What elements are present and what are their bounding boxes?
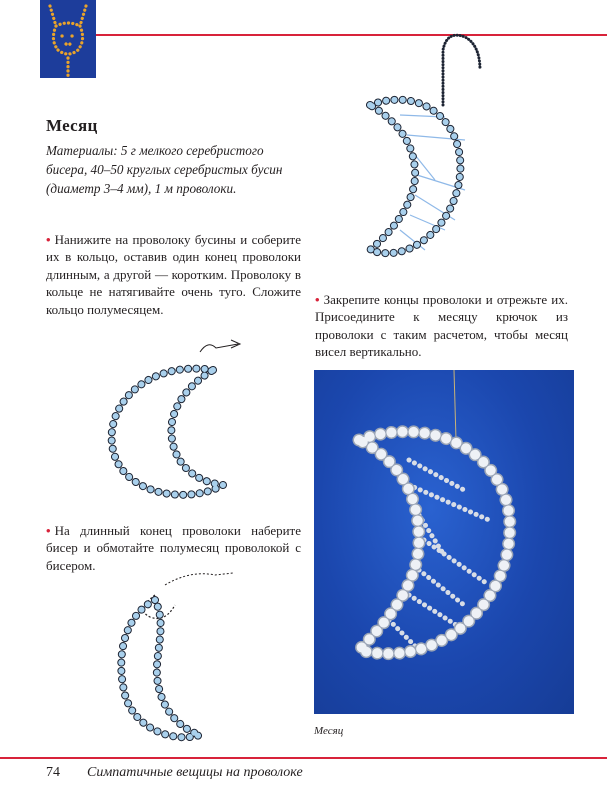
beaded-crescent-finished-diagram — [355, 25, 515, 280]
crescent-photo — [314, 370, 574, 714]
step-3 — [315, 291, 568, 361]
bullet-icon: • — [46, 232, 51, 247]
cat-beaded-icon — [40, 0, 96, 78]
step-1 — [46, 231, 301, 318]
photo-caption: Месяц — [314, 725, 344, 737]
step-3-text: Закрепите концы проволоки и отрежьте их. Присоедините к месяцу крючок из проволоки с таким расчетом, чтобы месяц висел вертикально. — [315, 292, 568, 360]
step-1-text: Нанижите на проволоку бусины и соберите их в кольцо, оставив один конец проволоки длинным, а другой — коротким. Проволоку в кольце не натягивайте очень туго. Сложите кольцо полумесяцем. — [46, 232, 301, 317]
bottom-rule — [0, 757, 607, 759]
beaded-crescent-wrapped-diagram — [95, 565, 255, 755]
step-2-text: На длинный конец проволоки наберите бисер и обмотайте полумесяц проволокой с бисером. — [46, 523, 301, 573]
bullet-icon: • — [46, 523, 51, 538]
book-title: Симпатичные вещицы на проволоке — [87, 765, 303, 780]
top-rule — [95, 34, 607, 36]
article-title: Месяц — [46, 116, 98, 135]
beaded-crescent-ring-diagram — [88, 330, 258, 520]
bullet-icon: • — [315, 292, 320, 307]
materials-text: Материалы: 5 г мелкого серебристого бисера, 40–50 круглых серебристых бусин (диаметр 3–4 мм), 1 м проволоки. — [46, 143, 283, 196]
page-number: 74 — [46, 765, 60, 780]
